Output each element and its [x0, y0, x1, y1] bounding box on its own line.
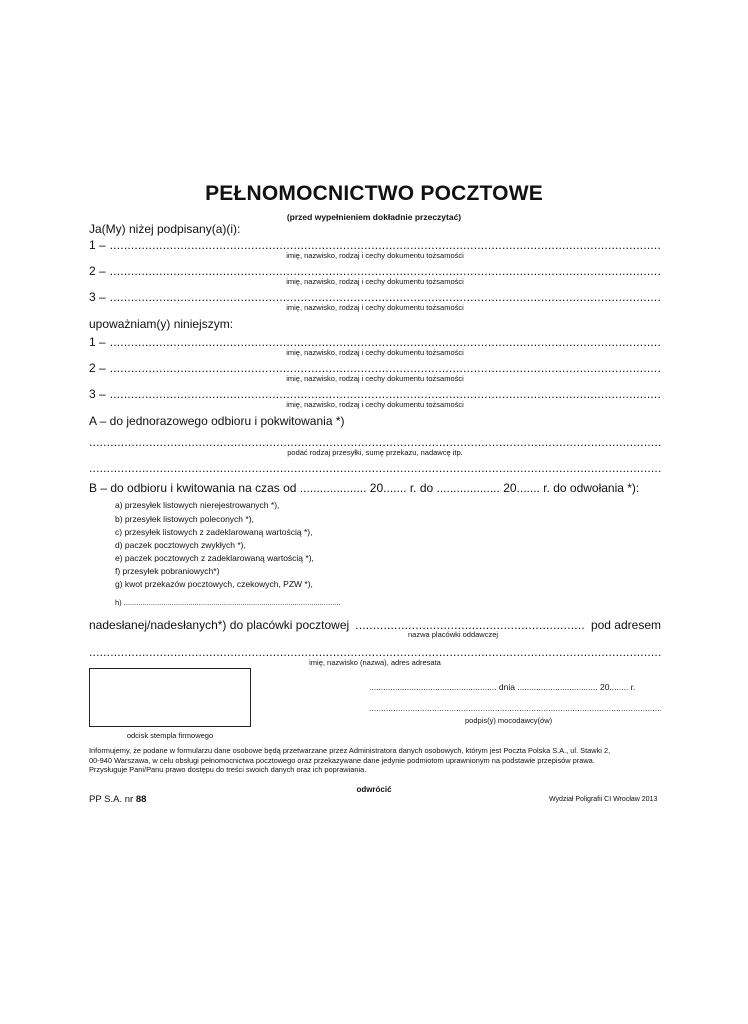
office-caption: nazwa placówki oddawczej — [408, 630, 499, 639]
principal-line-2[interactable] — [89, 264, 661, 278]
printer-credit: Wydział Poligrafii CI Wrocław 2013 — [549, 796, 658, 803]
form-number: 88 — [135, 794, 147, 805]
stamp-caption: odcisk stempla firmowego — [126, 731, 214, 740]
line-number: 2 – — [89, 361, 106, 375]
privacy-notice — [89, 746, 661, 775]
principals-label: Ja(My) niżej podpisany(a)(i): — [89, 222, 241, 236]
section-a-line-1[interactable] — [89, 435, 661, 449]
privacy-notice-line: 00-940 Warszawa, w celu obsługi pełnomocnictwa pocztowego oraz przekazywane dane jedynie podmiotom uprawnionym na podstawie przepisów prawa. — [89, 755, 595, 765]
line-number: 3 – — [89, 387, 106, 401]
section-a-caption: podać rodzaj przesyłki, sumę przekazu, nadawcę itp. — [287, 448, 463, 457]
form-id — [89, 794, 146, 805]
fill-in-dots — [110, 335, 661, 349]
section-b-item-g: g) kwot przekazów pocztowych, czekowych, PZW *), — [115, 579, 313, 589]
attorney-line-2[interactable] — [89, 361, 661, 375]
principal-line-3[interactable] — [89, 290, 661, 304]
principal-caption-2: imię, nazwisko, rodzaj i cechy dokumentu tożsamości — [286, 277, 464, 286]
section-b-item-f: f) przesyłek pobraniowych*) — [115, 566, 220, 576]
attorneys-label: upoważniam(y) niniejszym: — [89, 317, 234, 331]
attorney-line-3[interactable] — [89, 387, 661, 401]
fill-in-dots — [89, 645, 661, 659]
section-b-item-a: a) przesyłek listowych nierejestrowanych *), — [115, 500, 280, 510]
fill-in-dots — [110, 361, 661, 375]
line-number: 2 – — [89, 264, 106, 278]
post-office-line[interactable] — [89, 618, 661, 632]
attorney-caption-1: imię, nazwisko, rodzaj i cechy dokumentu tożsamości — [286, 348, 464, 357]
fill-in-dots — [369, 704, 661, 713]
addressee-line[interactable] — [89, 645, 661, 659]
line-number: 1 – — [89, 335, 106, 349]
date-line[interactable]: ...................................................... dnia .................................. 20........ r. — [369, 682, 636, 692]
section-b-item-e: e) paczek pocztowych z zadeklarowaną wartością *), — [115, 553, 314, 563]
form-subtitle: (przed wypełnieniem dokładnie przeczytać) — [286, 212, 462, 222]
turn-over-note: odwrócić — [356, 785, 392, 794]
form-id-prefix: PP S.A. nr — [89, 794, 134, 805]
address-text: pod adresem — [590, 618, 661, 632]
principal-line-1[interactable] — [89, 238, 661, 252]
section-a-line-2[interactable] — [89, 461, 661, 475]
signature-caption: podpis(y) mocodawcy(ów) — [465, 716, 553, 725]
principal-caption-3: imię, nazwisko, rodzaj i cechy dokumentu tożsamości — [286, 303, 464, 312]
fill-in-dots — [110, 290, 661, 304]
attorney-caption-2: imię, nazwisko, rodzaj i cechy dokumentu tożsamości — [286, 374, 464, 383]
principal-caption-1: imię, nazwisko, rodzaj i cechy dokumentu tożsamości — [286, 251, 464, 260]
section-b-item-h[interactable]: h) ........................................................................................................ — [115, 598, 341, 607]
privacy-notice-line: Informujemy, że podane w formularzu dane osobowe będą przetwarzane przez Administratora danych osobowych, którym jest Poczta Polska S.A., ul. Stawki 2, — [89, 746, 611, 755]
section-b-item-d: d) paczek pocztowych zwykłych *), — [115, 540, 246, 550]
section-b-heading[interactable]: B – do odbioru i kwitowania na czas od .................... 20....... r. do ................... 20....... r. do odwołania *): — [89, 481, 640, 495]
fill-in-dots — [89, 435, 661, 449]
attorney-line-1[interactable] — [89, 335, 661, 349]
fill-in-dots — [110, 238, 661, 252]
privacy-notice-line: Przysługuje Pani/Panu prawo dostępu do treści swoich danych oraz ich poprawiania. — [89, 765, 367, 775]
attorney-caption-3: imię, nazwisko, rodzaj i cechy dokumentu tożsamości — [286, 400, 464, 409]
delivery-text: nadesłanej/nadesłanych*) do placówki pocztowej — [89, 618, 350, 632]
company-stamp-box[interactable] — [89, 668, 251, 727]
addressee-caption: imię, nazwisko (nazwa), adres adresata — [309, 658, 441, 667]
fill-in-dots — [89, 461, 661, 475]
section-b-item-b: b) przesyłek listowych poleconych *), — [115, 514, 254, 524]
fill-in-dots — [110, 387, 661, 401]
section-a-heading: A – do jednorazowego odbioru i pokwitowania *) — [89, 414, 345, 428]
form-title: PEŁNOMOCNICTWO POCZTOWE — [205, 182, 543, 205]
fill-in-dots — [110, 264, 661, 278]
line-number: 3 – — [89, 290, 106, 304]
signature-line[interactable] — [369, 704, 661, 713]
section-b-item-c: c) przesyłek listowych z zadeklarowaną wartością *), — [115, 527, 313, 537]
line-number: 1 – — [89, 238, 106, 252]
